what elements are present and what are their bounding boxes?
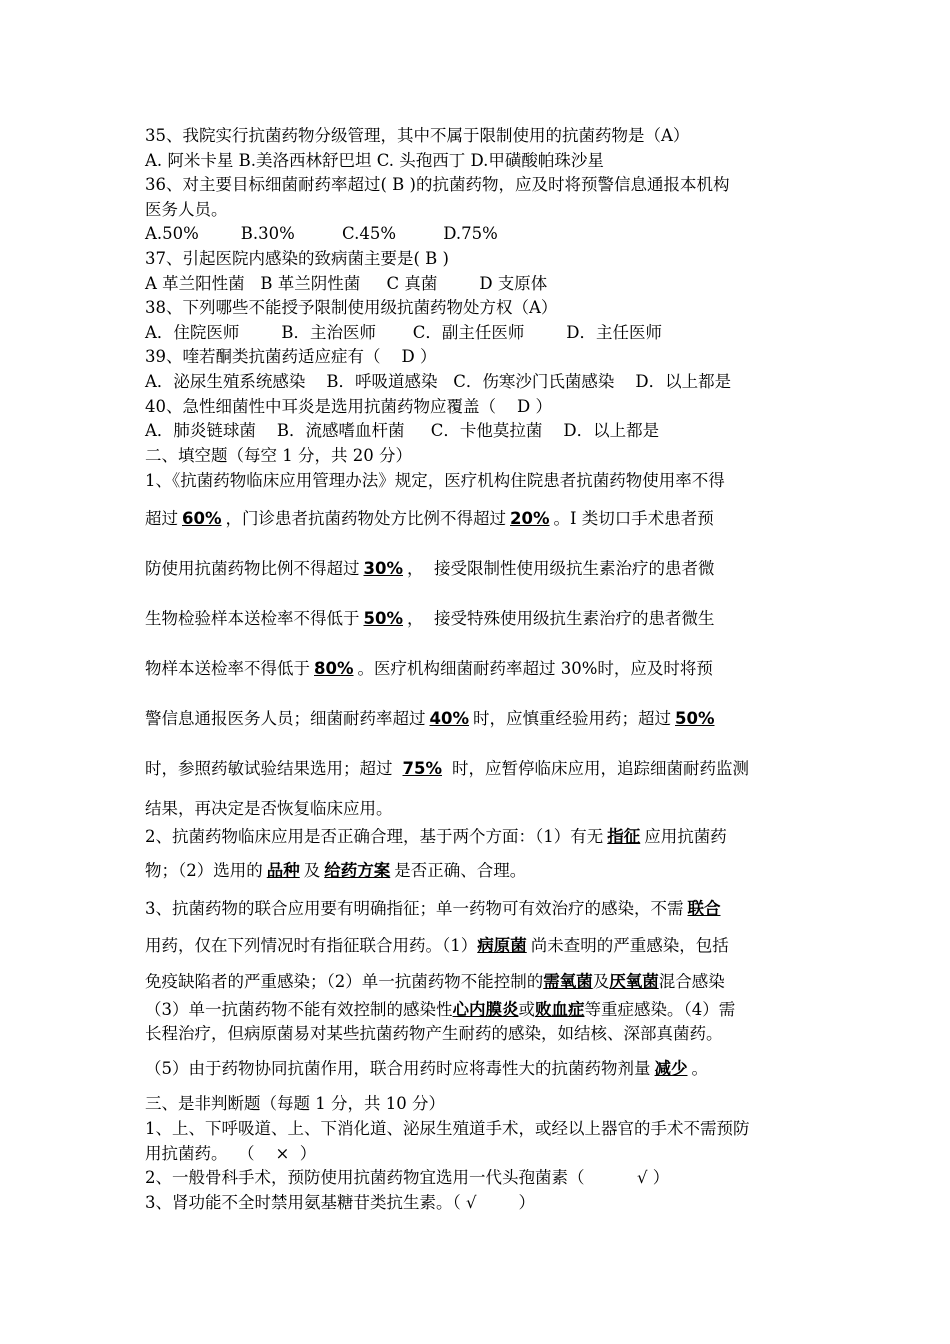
fill-answer: 品种 (266, 861, 300, 881)
fill2-text: 物；（2）选用的 (145, 861, 263, 881)
question-39-options: A．泌尿生殖系统感染 B．呼吸道感染 C．伤寒沙门氏菌感染 D．以上都是 (145, 371, 732, 391)
fill1-line2 (145, 494, 825, 544)
judge-2: 2、一般骨科手术，预防使用抗菌药物宜选用一代头孢菌素（ √ ） (145, 1168, 670, 1188)
fill3-text: 长程治疗，但病原菌易对某些抗菌药物产生耐药的感染，如结核、深部真菌药。 (145, 1024, 723, 1044)
fill3-text: 等重症感染。（4）需 (584, 1000, 736, 1020)
fill3-text: 或 (518, 1000, 535, 1020)
fill3-text: 免疫缺陷者的严重感染；（2）单一抗菌药物不能控制的 (145, 972, 544, 992)
fill3-text: 用药，仅在下列情况时有指征联合用药。（1） (145, 936, 478, 956)
fill2-text: 及 (303, 861, 321, 881)
fill1-text: 时，应慎重经验用药；超过 (473, 709, 671, 729)
fill-answer: 病原菌 (477, 936, 527, 956)
question-36-line1: 36、对主要目标细菌耐药率超过( B )的抗菌药物，应及时将预警信息通报本机构 (145, 175, 730, 195)
fill3-text: 尚未查明的严重感染，包括 (530, 936, 729, 956)
question-36-line2: 医务人员。 (145, 199, 228, 219)
fill-answer: 40% (429, 709, 469, 729)
fill-answer: 指征 (607, 827, 641, 847)
fill1-text: 物样本送检率不得低于 (145, 659, 310, 679)
fill3-line4 (145, 998, 825, 1022)
fill-answer: 减少 (654, 1059, 688, 1079)
fill-answer: 80% (314, 659, 354, 679)
fill1-text: ，门诊患者抗菌药物处方比例不得超过 (225, 509, 506, 529)
fill2-text: 是否正确、合理。 (394, 861, 527, 881)
fill1-text: ， 接受限制性使用级抗生素治疗的患者微 (407, 559, 715, 579)
section-2-heading: 二、填空题（每空 1 分，共 20 分） (145, 445, 412, 465)
question-36-options: A.50% B.30% C.45% D.75% (145, 224, 498, 244)
fill3-text: 混合感染 (658, 972, 725, 992)
fill1-line6 (145, 694, 825, 744)
fill3-text: 。 (691, 1059, 708, 1079)
fill-answer: 厌氧菌 (609, 972, 659, 992)
fill-answer: 给药方案 (324, 861, 391, 881)
question-40-options: A．肺炎链球菌 B．流感嗜血杆菌 C．卡他莫拉菌 D．以上都是 (145, 421, 660, 441)
fill1-text: 时，参照药敏试验结果选用；超过 (145, 759, 393, 779)
fill1-text: 。医疗机构细菌耐药率超过 30%时，应及时将预 (357, 659, 713, 679)
fill-answer: 败血症 (535, 1000, 585, 1020)
fill3-line1 (145, 892, 825, 926)
question-35: 35、我院实行抗菌药物分级管理，其中不属于限制使用的抗菌药物是（A） (145, 126, 690, 145)
fill3-text: （3）单一抗菌药物不能有效控制的感染性 (145, 1000, 453, 1020)
question-40: 40、急性细菌性中耳炎是选用抗菌药物应覆盖（ D ） (145, 396, 552, 416)
fill1-line8 (145, 794, 825, 824)
fill1-text: 警信息通报医务人员；细菌耐药率超过 (145, 709, 426, 729)
fill-answer: 60% (182, 509, 222, 529)
fill1-text: 防使用抗菌药物比例不得超过 (145, 559, 360, 579)
fill3-line6 (145, 1046, 825, 1092)
question-38: 38、下列哪些不能授予限制使用级抗菌药物处方权（A） (145, 298, 558, 318)
fill1-text: ， 接受特殊使用级抗生素治疗的患者微生 (407, 609, 715, 629)
fill-answer: 75% (402, 759, 442, 779)
fill1-text: 结果，再决定是否恢复临床应用。 (145, 799, 393, 819)
fill-answer: 心内膜炎 (452, 1000, 519, 1020)
section-3-heading: 三、是非判断题（每题 1 分，共 10 分） (145, 1094, 445, 1114)
fill2-line2 (145, 850, 825, 892)
question-35-options: A. 阿米卡星 B.美洛西林舒巴坦 C. 头孢西丁 D.甲磺酸帕珠沙星 (145, 150, 604, 170)
fill1-line1 (145, 468, 825, 494)
fill1-text: 超过 (145, 509, 178, 529)
fill1-line3 (145, 544, 825, 594)
fill3-text: 及 (592, 972, 610, 992)
fill2-line1 (145, 824, 825, 850)
question-37-options: A 革兰阳性菌 B 革兰阴性菌 C 真菌 D 支原体 (145, 273, 548, 293)
fill1-text: 。I 类切口手术患者预 (553, 509, 714, 529)
fill3-line2 (145, 926, 825, 966)
fill1-line5 (145, 644, 825, 694)
document-body (145, 124, 825, 1215)
fill-answer: 联合 (687, 899, 721, 919)
fill1-line4 (145, 594, 825, 644)
fill-answer: 50% (675, 709, 715, 729)
fill1-text: 1、《抗菌药物临床应用管理办法》规定，医疗机构住院患者抗菌药物使用率不得 (145, 471, 725, 491)
fill1-text: 生物检验样本送检率不得低于 (145, 609, 360, 629)
judge-1-line2: 用抗菌药。 （ × ） (145, 1143, 317, 1163)
fill2-text: 应用抗菌药 (644, 827, 727, 847)
question-37: 37、引起医院内感染的致病菌主要是( B ) (145, 248, 449, 268)
fill3-text: 3、抗菌药物的联合应用要有明确指征；单一药物可有效治疗的感染，不需 (145, 899, 684, 919)
fill-answer: 50% (363, 609, 403, 629)
fill-answer: 20% (510, 509, 550, 529)
question-39: 39、喹若酮类抗菌药适应症有（ D ） (145, 347, 437, 367)
question-38-options: A．住院医师 B．主治医师 C．副主任医师 D．主任医师 (145, 322, 663, 342)
judge-3: 3、肾功能不全时禁用氨基糖苷类抗生素。（ √ ） (145, 1192, 535, 1212)
fill3-line3 (145, 966, 825, 998)
judge-1-line1: 1、上、下呼吸道、上、下消化道、泌尿生殖道手术，或经以上器官的手术不需预防 (145, 1118, 750, 1138)
fill2-text: 2、抗菌药物临床应用是否正确合理，基于两个方面：（1）有无 (145, 827, 604, 847)
fill3-text: （5）由于药物协同抗菌作用，联合用药时应将毒性大的抗菌药物剂量 (145, 1059, 651, 1079)
fill1-line7 (145, 744, 825, 794)
fill-answer: 需氧菌 (543, 972, 593, 992)
fill1-text: 时，应暂停临床应用，追踪细菌耐药监测 (452, 759, 749, 779)
fill3-line5 (145, 1022, 825, 1046)
fill-answer: 30% (363, 559, 403, 579)
